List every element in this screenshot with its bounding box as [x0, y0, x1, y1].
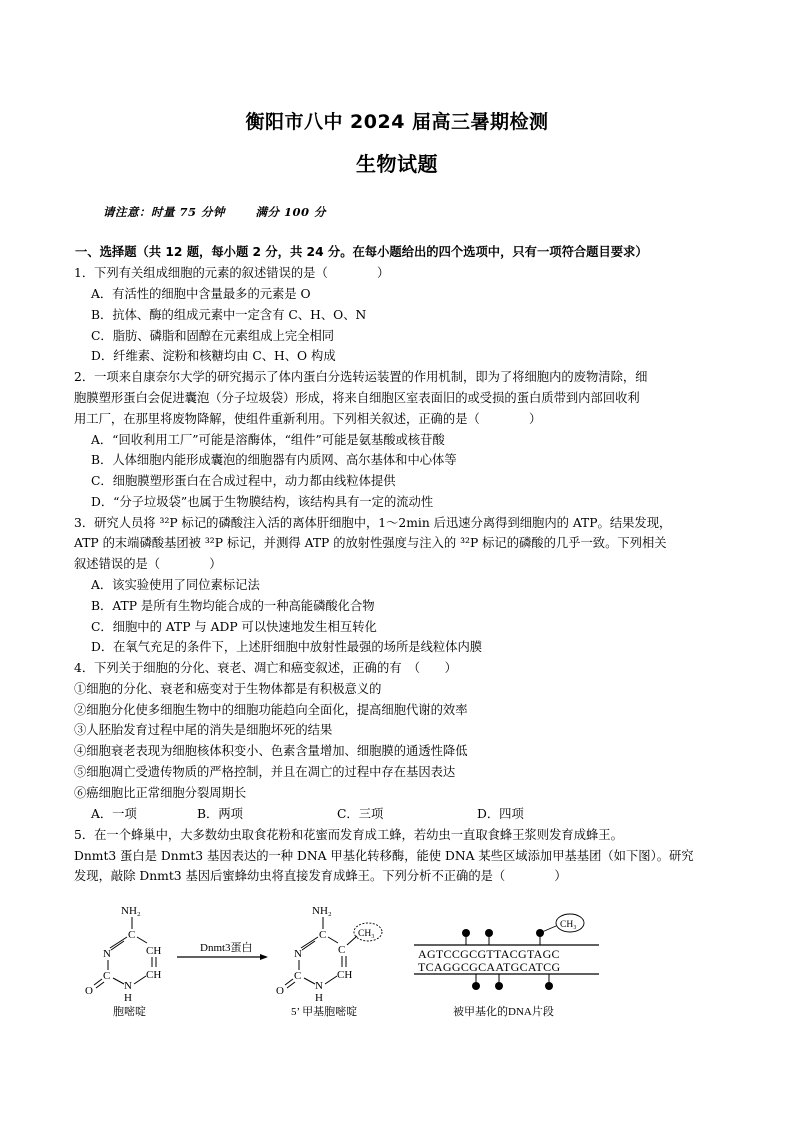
question-4-statement-2: ②细胞分化使多细胞生物中的细胞功能趋向全面化，提高细胞代谢的效率	[74, 703, 468, 717]
question-4-statement-1: ①细胞的分化、衰老和癌变对于生物体都是有积极意义的	[74, 682, 382, 696]
section-heading: 一、选择题（共 12 题，每小题 2 分，共 24 分。在每小题给出的四个选项中，只有一项符合题目要求）	[75, 245, 648, 259]
question-3-stem-line3: 叙述错误的是（ ）	[74, 557, 222, 571]
question-4-statement-6: ⑥癌细胞比正常细胞分裂周期长	[74, 786, 247, 800]
question-4-option-d: D．四项	[477, 807, 524, 821]
question-4-option-c: C．三项	[337, 807, 384, 821]
cytosine-n1: N	[124, 980, 132, 992]
methylcytosine-ch3: CH₃	[358, 929, 375, 939]
question-3-option-c: C．细胞中的 ATP 与 ADP 可以快速地发生相互转化	[91, 620, 377, 634]
methylcytosine-nh2: NH₂	[312, 905, 332, 917]
cytosine-ch6: CH	[146, 969, 162, 981]
cytosine-n3: N	[103, 948, 111, 960]
question-2-option-a: A．“回收利用工厂”可能是溶酶体，“组件”可能是氨基酸或核苷酸	[91, 433, 445, 447]
question-2-stem-line2: 胞膜塑形蛋白会促进囊泡（分子垃圾袋）形成，将来自细胞区室表面旧的或受损的蛋白质带到内部回收利	[74, 391, 640, 405]
question-1-option-b: B．抗体、酶的组成元素中一定含有 C、H、O、N	[91, 308, 367, 322]
cytosine-label: 胞嘧啶	[113, 1006, 146, 1018]
exam-title: 衡阳市八中 2024 届高三暑期检测	[245, 111, 549, 133]
question-5-stem-line3: 发现，敲除 Dnmt3 基因后蜜蜂幼虫将直接发育成蜂王。下列分析不正确的是（ ）	[74, 869, 567, 883]
dna-fragment	[414, 914, 599, 1018]
methylcytosine-c2: C	[294, 970, 302, 982]
question-4-option-a: A．一项	[91, 807, 137, 821]
question-3-option-b: B．ATP 是所有生物均能合成的一种高能磷酸化合物	[91, 599, 375, 613]
exam-notice	[103, 204, 352, 220]
cytosine-c4: C	[128, 929, 136, 941]
question-3-stem-line2: ATP 的末端磷酸基团被 ³²P 标记，并测得 ATP 的放射性强度与注入的 ³²P 标记的磷酸的几乎一致。下列相关	[74, 536, 667, 550]
cytosine-c2: C	[103, 970, 111, 982]
question-4-option-b: B．两项	[197, 807, 243, 821]
methylcytosine-structure	[276, 905, 382, 1018]
cytosine-o: O	[85, 985, 93, 997]
methylcytosine-n1: N	[315, 980, 323, 992]
methylcytosine-o: O	[276, 985, 284, 997]
question-4-options	[91, 806, 524, 822]
methylcytosine-h: H	[315, 992, 323, 1004]
full-score: 满分 100 分	[255, 205, 327, 219]
question-1-option-a: A．有活性的细胞中含量最多的元素是 O	[91, 287, 311, 301]
question-3-option-d: D．在氧气充足的条件下，上述肝细胞中放射性最强的场所是线粒体内膜	[91, 640, 483, 654]
dna-bottom-strand: TCAGGCGCAATGCATCG	[418, 960, 561, 974]
question-2-option-d: D．“分子垃圾袋”也属于生物膜结构，该结构具有一定的流动性	[91, 495, 434, 509]
question-2-stem-line1: 2．一项来自康奈尔大学的研究揭示了体内蛋白分选转运装置的作用机制，即为了将细胞内的废物清除，细	[74, 370, 648, 384]
cytosine-structure	[85, 905, 161, 1018]
question-5-stem-line2: Dnmt3 蛋白是 Dnmt3 基因表达的一种 DNA 甲基化转移酶，能使 DNA 某些区域添加甲基基团（如下图）。研究	[74, 849, 694, 863]
methyl-markers-top	[462, 929, 544, 945]
question-2-option-b: B．人体细胞内能形成囊泡的细胞器有内质网、高尔基体和中心体等	[91, 453, 457, 467]
exam-subtitle: 生物试题	[356, 152, 438, 176]
question-3-stem-line1: 3．研究人员将 ³²P 标记的磷酸注入活的离体肝细胞中，1～2min 后迅速分离得到细胞内的 ATP。结果发现，	[74, 516, 672, 530]
question-5-stem-line1: 5．在一个蜂巢中，大多数幼虫取食花粉和花蜜而发育成工蜂，若幼虫一直取食蜂王浆则发育成蜂王。	[74, 828, 623, 842]
question-4-stem: 4．下列关于细胞的分化、衰老、凋亡和癌变叙述，正确的有 （ ）	[74, 661, 457, 675]
methylcytosine-c5: C	[338, 944, 346, 956]
methylcytosine-label: 5’ 甲基胞嘧啶	[291, 1006, 358, 1018]
question-3-option-a: A．该实验使用了同位素标记法	[91, 578, 260, 592]
question-1-stem: 1．下列有关组成细胞的元素的叙述错误的是（ ）	[74, 266, 390, 280]
question-2-stem-line3: 用工厂，在那里将废物降解，使组件重新利用。下列相关叙述，正确的是（ ）	[74, 412, 542, 426]
enzyme-arrow	[177, 941, 268, 960]
question-4-statement-5: ⑤细胞凋亡受遗传物质的严格控制，并且在凋亡的过程中存在基因表达	[74, 765, 456, 779]
time-limit: 请注意：时量 75 分钟	[103, 205, 226, 219]
methylcytosine-ch6: CH	[337, 969, 353, 981]
methylcytosine-n3: N	[294, 948, 302, 960]
dna-ch3: CH₃	[560, 920, 577, 930]
question-1-option-c: C．脂肪、磷脂和固醇在元素组成上完全相同	[91, 329, 335, 343]
question-2-option-c: C．细胞膜塑形蛋白在合成过程中，动力都由线粒体提供	[91, 474, 396, 488]
methylcytosine-c4: C	[319, 929, 327, 941]
cytosine-ch5: CH	[146, 945, 162, 957]
dna-top-strand: AGTCCGCGTTACGTAGC	[418, 947, 560, 961]
question-4-statement-4: ④细胞衰老表现为细胞核体积变小、色素含量增加、细胞膜的通透性降低	[74, 744, 468, 758]
methylation-figure	[0, 890, 794, 1030]
question-4-statement-3: ③人胚胎发育过程中尾的消失是细胞坏死的结果	[74, 723, 333, 737]
cytosine-nh2: NH₂	[121, 905, 141, 917]
dna-label: 被甲基化的DNA片段	[453, 1006, 554, 1018]
cytosine-h: H	[124, 992, 132, 1004]
enzyme-label: Dnmt3蛋白	[200, 942, 253, 954]
methyl-markers-bottom	[472, 974, 553, 990]
question-1-option-d: D．纤维素、淀粉和核糖均由 C、H、O 构成	[91, 349, 336, 363]
